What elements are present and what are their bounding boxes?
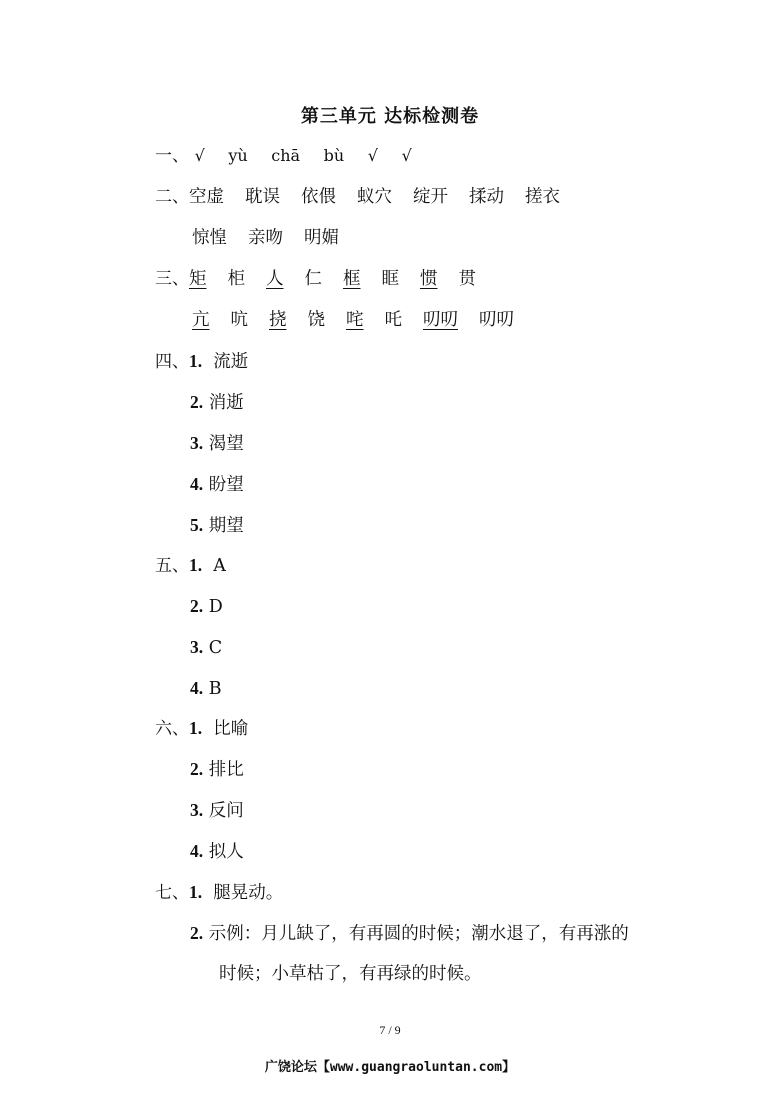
answer-text: 拟人 (208, 842, 244, 862)
answer-1-5: √ (367, 146, 378, 165)
section-2-row-1 (155, 184, 581, 210)
section-6-item-1 (155, 715, 248, 742)
answer-text: 排比 (208, 760, 244, 780)
item-number: 2. (190, 759, 204, 779)
section-4-item-1 (155, 348, 248, 375)
underlined-char: 挠 (269, 310, 287, 330)
section-6-item-2 (190, 756, 244, 783)
char: 贯 (458, 269, 476, 289)
underlined-char: 惯 (420, 269, 438, 289)
word: 明媚 (304, 228, 339, 248)
section-5-item-1 (155, 552, 226, 579)
item-number: 1. (189, 882, 203, 902)
underlined-char: 人 (266, 269, 284, 289)
item-number: 4. (190, 474, 204, 494)
item-number: 3. (190, 637, 204, 657)
underlined-char: 矩 (189, 269, 207, 289)
answer-text: 盼望 (208, 475, 244, 495)
word: 揉动 (469, 187, 504, 207)
section-5-item-3 (190, 634, 222, 661)
answer-text: 期望 (208, 516, 244, 536)
section-6-item-3 (190, 797, 244, 824)
section-7-label: 七、 (155, 883, 189, 903)
answer-text: 渴望 (208, 434, 244, 454)
item-number: 2. (190, 923, 204, 943)
item-number: 3. (190, 433, 204, 453)
underlined-char: 咤 (346, 310, 364, 330)
answer-text: 消逝 (208, 393, 244, 413)
word: 亲吻 (248, 228, 283, 248)
section-4-item-4 (190, 471, 244, 498)
section-4-label: 四、 (155, 352, 189, 372)
char: 眶 (381, 269, 399, 289)
section-3-label: 三、 (155, 269, 189, 289)
item-number: 1. (189, 718, 203, 738)
answer-text: A (213, 556, 226, 576)
section-4-item-5 (190, 512, 244, 539)
char: 饶 (307, 310, 325, 330)
word: 耽误 (245, 187, 280, 207)
section-6-item-4 (190, 838, 244, 865)
word: 依偎 (301, 187, 336, 207)
word: 空虚 (189, 187, 224, 207)
section-1 (155, 143, 430, 169)
item-number: 3. (190, 800, 204, 820)
page-number: 7 / 9 (379, 1023, 401, 1037)
underlined-char: 叨叨 (423, 310, 458, 330)
item-number: 1. (189, 351, 203, 371)
section-7-item-2 (190, 920, 629, 947)
answer-1-2: yù (228, 146, 248, 165)
answer-text: 流逝 (213, 352, 249, 372)
answer-text: 示例：月儿缺了，有再圆的时候；潮水退了，有再涨的 (208, 924, 629, 944)
section-2-row-2 (192, 225, 360, 251)
answer-text: 时候；小草枯了，有再绿的时候。 (219, 964, 482, 984)
answer-text: C (208, 638, 223, 658)
item-number: 1. (189, 555, 203, 575)
answer-1-1: √ (194, 146, 205, 165)
char: 吭 (230, 310, 248, 330)
answer-1-4: bù (323, 146, 345, 165)
answer-text: D (208, 597, 223, 617)
section-4-item-2 (190, 389, 244, 416)
item-number: 5. (190, 515, 204, 535)
char: 吒 (384, 310, 402, 330)
answer-1-3: chā (271, 146, 301, 165)
section-5-label: 五、 (155, 556, 189, 576)
answer-1-6: √ (401, 146, 412, 165)
section-4-item-3 (190, 430, 244, 457)
section-7-item-1 (155, 879, 283, 906)
section-5-item-2 (190, 593, 223, 620)
char: 叨叨 (479, 310, 514, 330)
page-title: 第三单元 达标检测卷 (300, 106, 480, 127)
answer-text: 反问 (208, 801, 244, 821)
item-number: 4. (190, 678, 204, 698)
word: 惊惶 (192, 228, 227, 248)
section-6-label: 六、 (155, 719, 189, 739)
answer-text: B (208, 679, 222, 699)
section-5-item-4 (190, 675, 222, 702)
word: 绽开 (413, 187, 448, 207)
underlined-char: 框 (343, 269, 361, 289)
answer-text: 腿晃动。 (213, 883, 284, 903)
answer-text: 比喻 (213, 719, 249, 739)
item-number: 4. (190, 841, 204, 861)
item-number: 2. (190, 392, 204, 412)
section-1-label: 一、 (155, 146, 189, 166)
section-7-item-2-continued (219, 961, 482, 987)
item-number: 2. (190, 596, 204, 616)
word: 蚁穴 (357, 187, 392, 207)
underlined-char: 亢 (192, 310, 210, 330)
char: 仁 (304, 269, 322, 289)
word: 搓衣 (525, 187, 560, 207)
section-2-label: 二、 (155, 187, 189, 207)
char: 柜 (227, 269, 245, 289)
footer-watermark: 广饶论坛【www.guangraoluntan.com】 (264, 1060, 516, 1075)
section-3-row-2 (192, 307, 535, 333)
section-3-row-1 (155, 266, 497, 292)
